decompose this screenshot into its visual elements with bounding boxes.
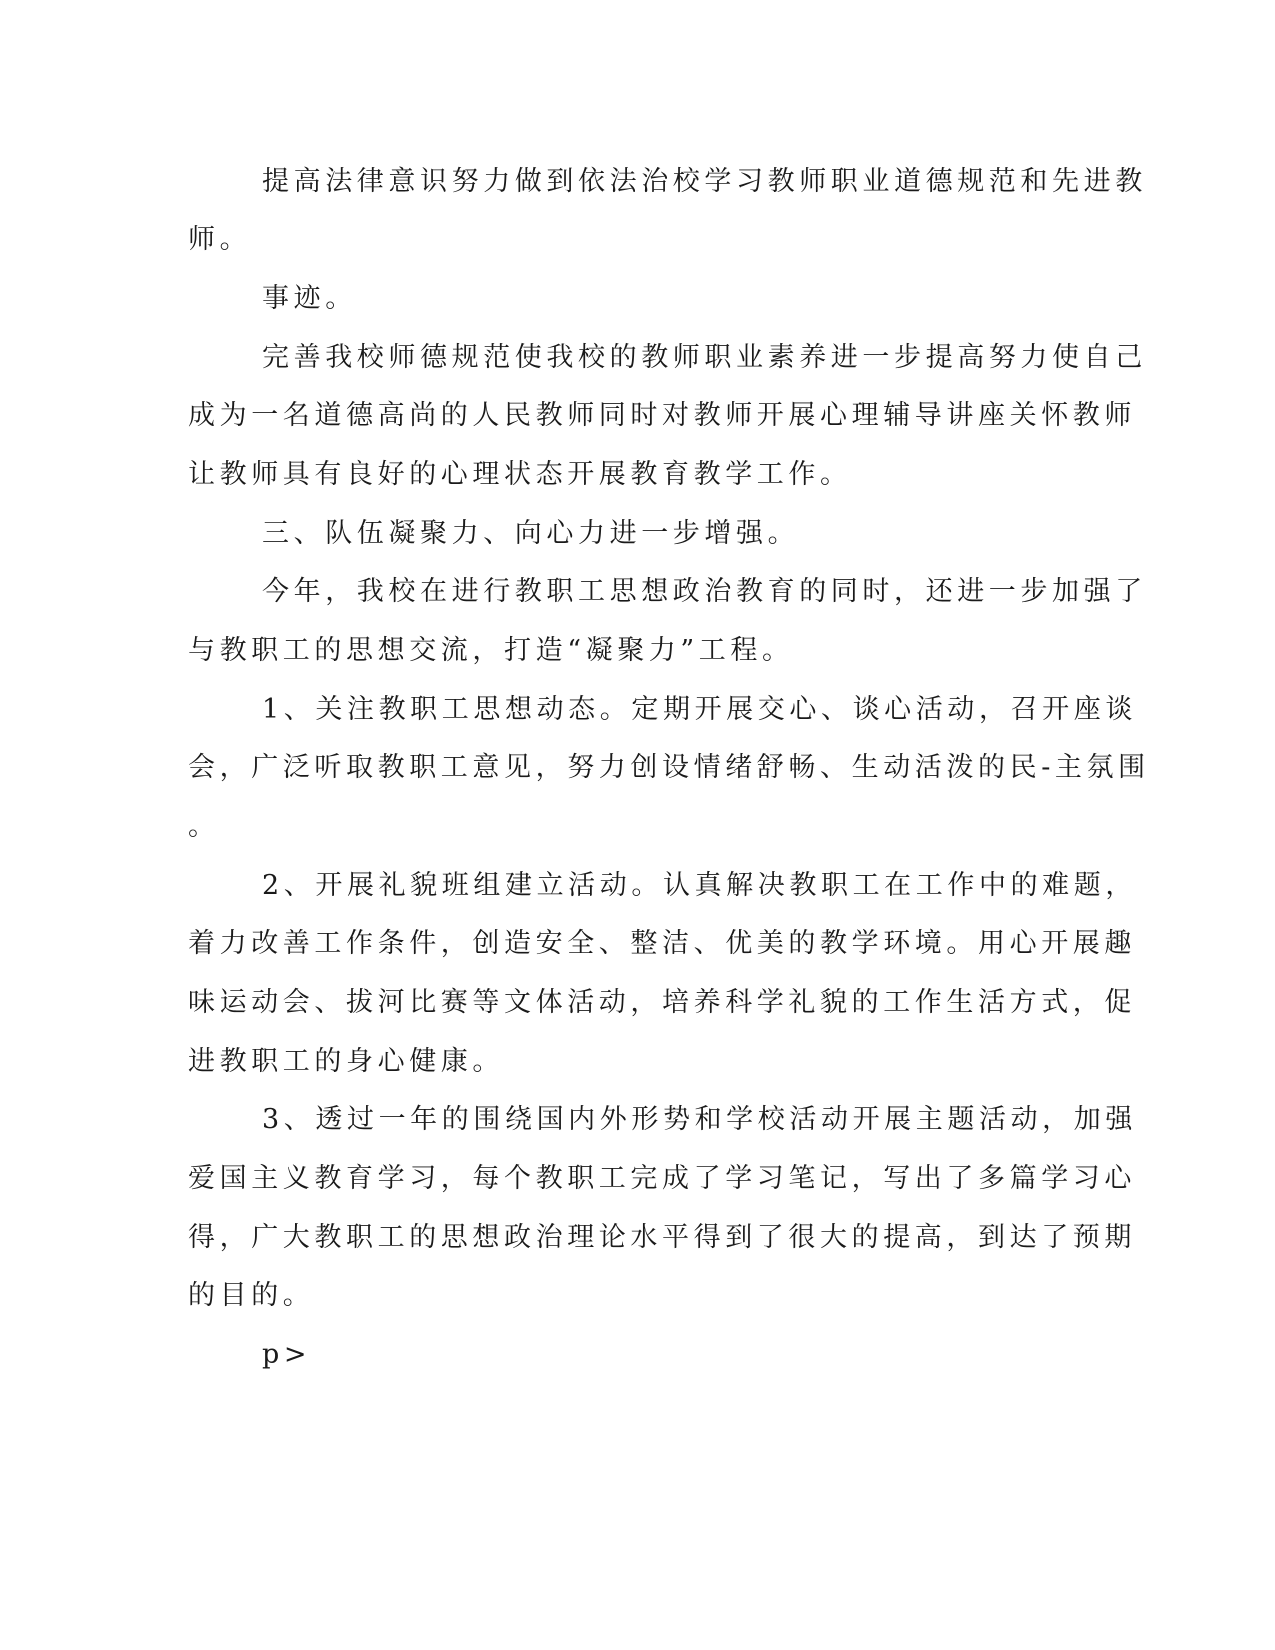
text-line: 味运动会、拔河比赛等文体活动，培养科学礼貌的工作生活方式，促: [188, 987, 1136, 1018]
text-line: 。: [188, 811, 220, 842]
text-line: 3、透过一年的围绕国内外形势和学校活动开展主题活动，加强: [262, 1104, 1137, 1135]
text-line: 与教职工的思想交流，打造“凝聚力”工程。: [188, 635, 794, 666]
text-line: 1、关注教职工思想动态。定期开展交心、谈心活动，召开座谈: [262, 694, 1137, 725]
text-line: p>: [262, 1339, 312, 1370]
text-line: 今年，我校在进行教职工思想政治教育的同时，还进一步加强了: [262, 576, 1147, 607]
text-line: 成为一名道德高尚的人民教师同时对教师开展心理辅导讲座关怀教师: [188, 400, 1136, 431]
text-line: 提高法律意识努力做到依法治校学习教师职业道德规范和先进教: [262, 166, 1147, 197]
text-line: 着力改善工作条件，创造安全、整洁、优美的教学环境。用心开展趣: [188, 928, 1136, 959]
text-line: 事迹。: [262, 283, 357, 314]
text-line: 爱国主义教育学习，每个教职工完成了学习笔记，写出了多篇学习心: [188, 1163, 1136, 1194]
text-line: 师。: [188, 224, 252, 255]
text-line: 让教师具有良好的心理状态开展教育教学工作。: [188, 459, 852, 490]
text-line: 2、开展礼貌班组建立活动。认真解决教职工在工作中的难题，: [262, 870, 1137, 901]
text-line: 会，广泛听取教职工意见，努力创设情绪舒畅、生动活泼的民-主氛围: [188, 752, 1150, 783]
text-line: 完善我校师德规范使我校的教师职业素养进一步提高努力使自己: [262, 342, 1147, 373]
text-line: 得，广大教职工的思想政治理论水平得到了很大的提高，到达了预期: [188, 1222, 1136, 1253]
text-line: 的目的。: [188, 1280, 315, 1311]
text-line: 三、队伍凝聚力、向心力进一步增强。: [262, 518, 800, 549]
text-line: 进教职工的身心健康。: [188, 1046, 504, 1077]
